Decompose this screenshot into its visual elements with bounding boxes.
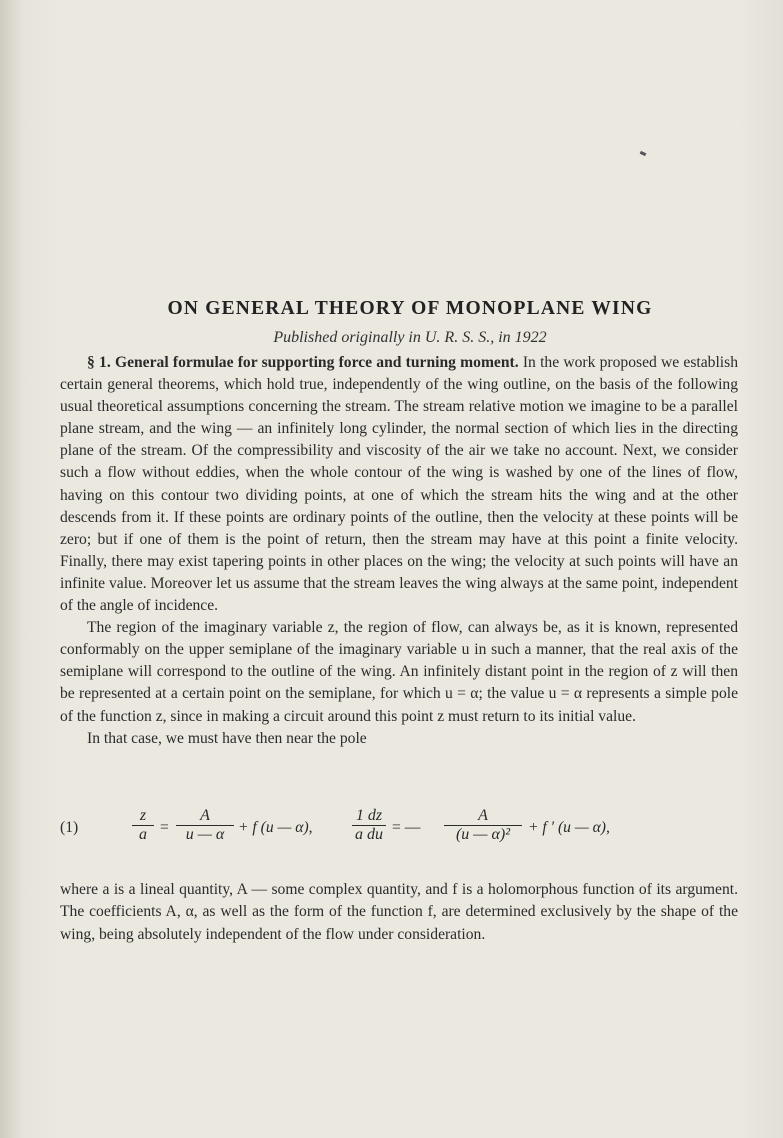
eq-lhs1-fraction [132,807,154,844]
paragraph-1 [60,352,738,617]
eq-rhs1-fraction [176,807,234,844]
eq-lhs1-den: a [139,826,147,843]
eq-rhs2-tail: + f ′ (u — α), [528,819,610,836]
paper-title: ON GENERAL THEORY OF MONOPLANE WING [167,298,653,319]
paragraph-3: In that case, we must have then near the pole [87,729,367,747]
eq-rhs2-den: (u — α)² [455,826,511,843]
eq-rhs1-num: A [176,807,234,826]
paragraph-4: where a is a lineal quantity, A — some complex quantity, and f is a holomorphous function of its argument. The coefficients A, α, as well as the form of the function f, are determined exclusively by the shape of the wing, being absolutely independent of the flow under consideration. [60,881,738,943]
body-text [60,352,738,750]
paragraph-2: The region of the imaginary variable z, the region of flow, can always be, as it is known, represented conformably on the upper semiplane of the imaginary variable u in such a manner, that the real axis of the semiplane will correspond to the outline of the wing. An infinitely distant point in the region of z will then be represented at a certain point on the semiplane, for which u = α; the value u = α represents a simple pole of the function z, since in making a circuit around this point z must return to its initial value. [60,619,738,725]
eq-rhs2-num: A [444,807,522,826]
eq-lhs2-den: a du [355,826,383,843]
eq-rhs1-tail: + f (u — α), [238,819,313,836]
paper-subtitle: Published originally in U. R. S. S., in 1922 [273,329,547,346]
equation-label: (1) [60,819,79,836]
ink-mark [640,151,647,156]
paragraph-1-text: In the work proposed we establish certain general theorems, which hold true, independently of the wing outline, on the basis of the following usual theoretical assumptions concerning the stream. The stream relative motion we imagine to be a parallel plane stream, and the wing — an infinitely long cylinder, the normal section of which lies in the directing plane of the stream. Of the compressibility and viscosity of the air we take no account. Next, we consider such a flow without eddies, when the whole contour of the wing is washed by one of the lines of flow, having on this contour two dividing points, at one of which the stream hits the wing and at the other descends from it. If these points are ordinary points of the outline, then the velocity at these points will be zero; but if one of them is the point of return, then the stream may have at this point a finite velocity. Finally, there may exist tapering points in other places on the wing; the velocity at such points will have an infinite value. Moreover let us assume that the stream leaves the wing always at the same point, independent of the angle of incidence. [60,354,738,615]
eq-lhs2-num: 1 dz [352,807,386,826]
eq-rhs1-den: u — α [185,826,225,843]
eq-equals-1: = [160,819,169,836]
eq-lhs2-fraction [352,807,386,844]
eq-rhs2-fraction [444,807,522,844]
section-number: § 1. [87,354,111,371]
section-heading: General formulae for supporting force and turning moment. [114,354,519,371]
eq-lhs1-num: z [132,807,154,826]
eq-equals-2: = — [392,819,421,836]
after-equation-text [60,879,738,946]
